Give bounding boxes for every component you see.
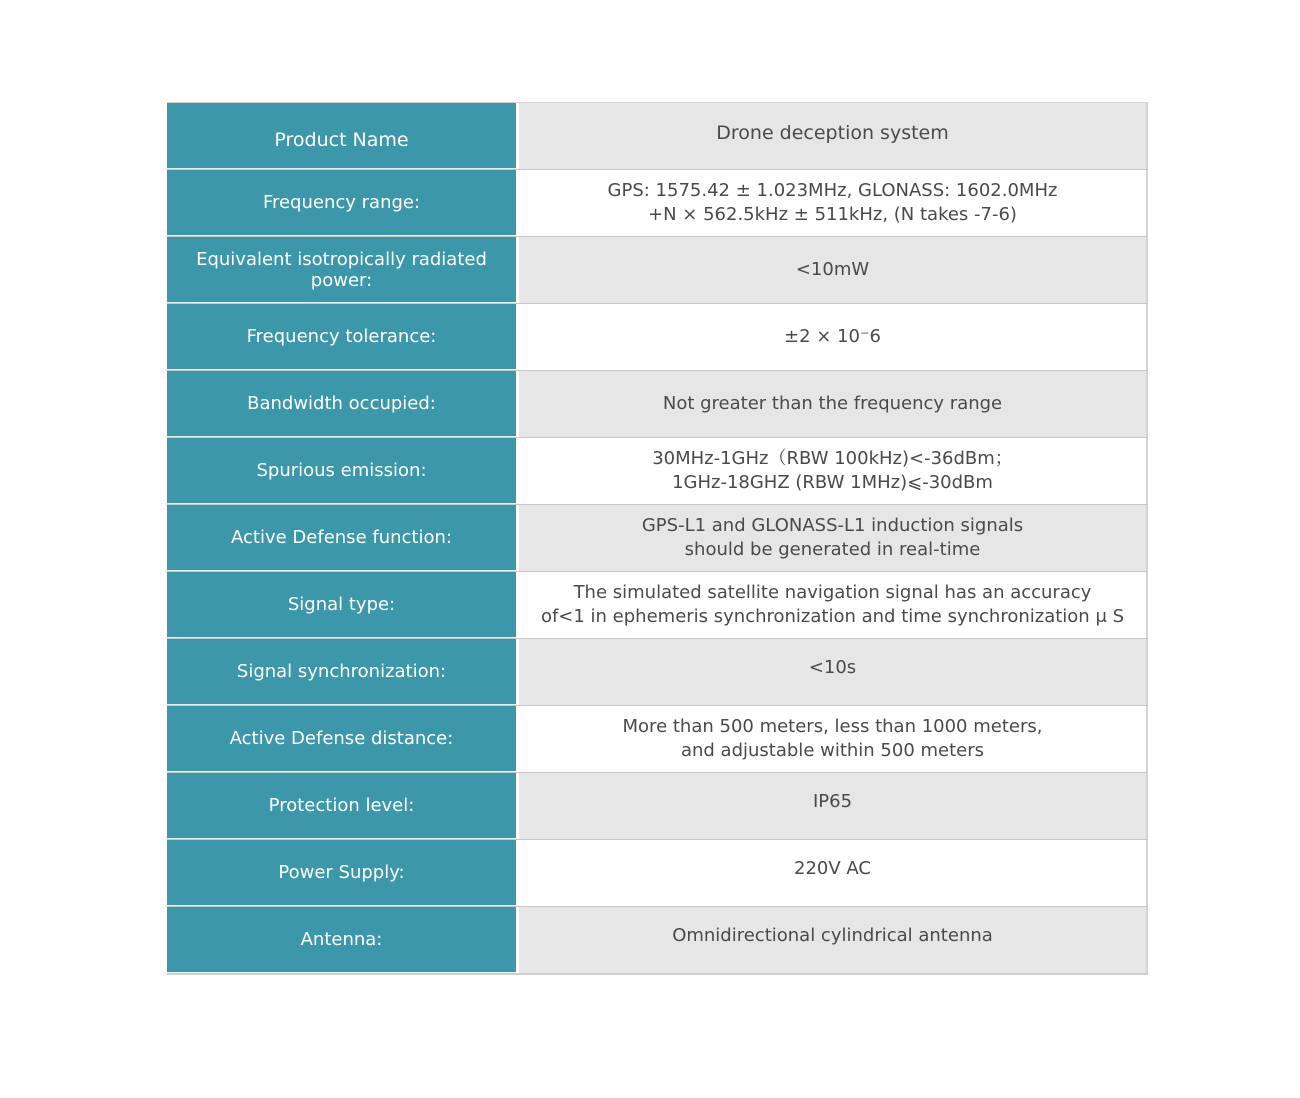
- spec-table: [167, 102, 1148, 975]
- spec-label: Power Supply:: [167, 840, 516, 906]
- spec-label: Active Defense distance:: [167, 706, 516, 772]
- spec-label: Spurious emission:: [167, 438, 516, 504]
- spec-row-bandwidth: [167, 371, 1148, 438]
- spec-row-frequency-range: [167, 170, 1148, 237]
- spec-value: 30MHz-1GHz（RBW 100kHz)<-36dBm； 1GHz-18GHZ (RBW 1MHz)⩽-30dBm: [519, 438, 1148, 504]
- spec-label: Frequency tolerance:: [167, 304, 516, 370]
- spec-value: Not greater than the frequency range: [519, 371, 1148, 437]
- spec-label: Frequency range:: [167, 170, 516, 236]
- product-name-value: Drone deception system: [519, 103, 1148, 169]
- spec-label: Active Defense function:: [167, 505, 516, 571]
- spec-value: GPS-L1 and GLONASS-L1 induction signals should be generated in real-time: [519, 505, 1148, 571]
- spec-row-eirp: [167, 237, 1148, 304]
- table-header-row: [167, 102, 1148, 170]
- spec-row-signal-synchronization: [167, 639, 1148, 706]
- spec-label: Protection level:: [167, 773, 516, 839]
- spec-value: IP65: [519, 773, 1148, 839]
- spec-row-antenna: [167, 907, 1148, 975]
- spec-row-active-defense-function: [167, 505, 1148, 572]
- spec-value: More than 500 meters, less than 1000 meters, and adjustable within 500 meters: [519, 706, 1148, 772]
- spec-label: Antenna:: [167, 907, 516, 973]
- spec-label: Equivalent isotropically radiated power:: [167, 237, 516, 303]
- spec-value: Omnidirectional cylindrical antenna: [519, 907, 1148, 973]
- product-name-label: Product Name: [167, 103, 516, 169]
- spec-row-active-defense-distance: [167, 706, 1148, 773]
- spec-row-protection-level: [167, 773, 1148, 840]
- spec-value: 220V AC: [519, 840, 1148, 906]
- spec-row-frequency-tolerance: [167, 304, 1148, 371]
- spec-row-signal-type: [167, 572, 1148, 639]
- spec-value: <10s: [519, 639, 1148, 705]
- spec-row-power-supply: [167, 840, 1148, 907]
- spec-value: The simulated satellite navigation signal has an accuracy of<1 in ephemeris synchronization and time synchronization μ S: [519, 572, 1148, 638]
- spec-label: Signal synchronization:: [167, 639, 516, 705]
- spec-value: ±2 × 10⁻6: [519, 304, 1148, 370]
- spec-label: Signal type:: [167, 572, 516, 638]
- spec-value: <10mW: [519, 237, 1148, 303]
- spec-value: GPS: 1575.42 ± 1.023MHz, GLONASS: 1602.0MHz +N × 562.5kHz ± 511kHz, (N takes -7-6): [519, 170, 1148, 236]
- spec-row-spurious-emission: [167, 438, 1148, 505]
- spec-label: Bandwidth occupied:: [167, 371, 516, 437]
